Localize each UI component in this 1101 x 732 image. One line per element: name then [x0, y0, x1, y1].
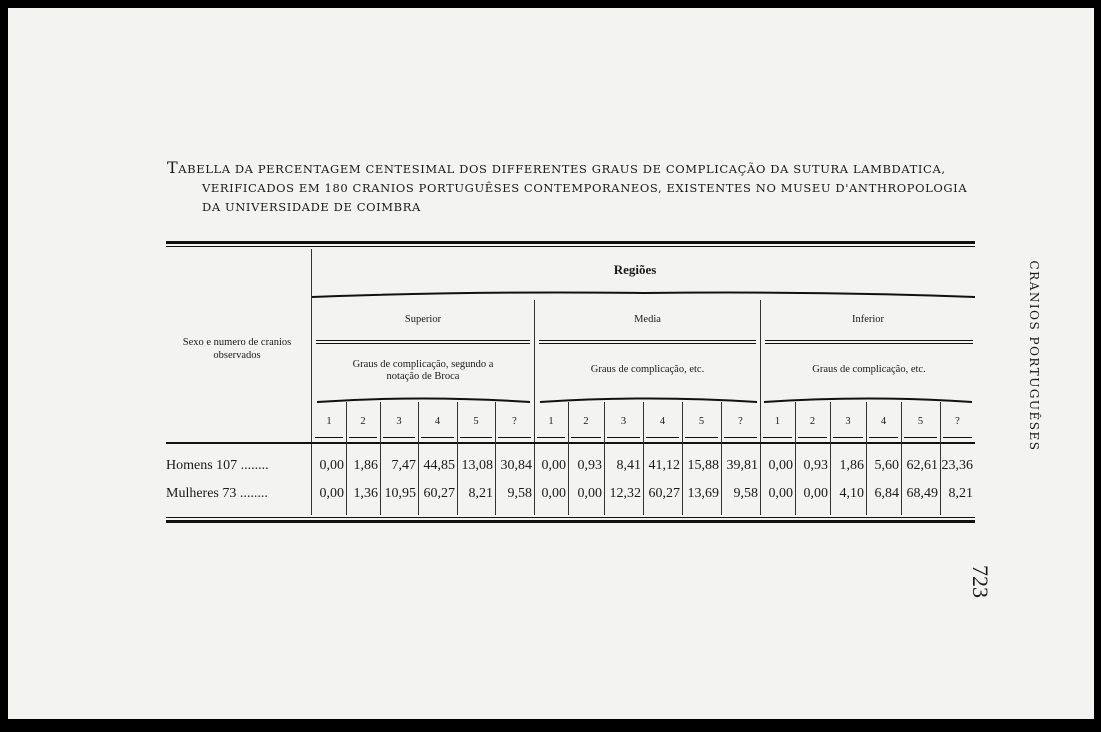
table-cell: 0,00: [768, 486, 793, 501]
title-line-3: DA UNIVERSIDADE DE COIMBRA: [202, 200, 421, 214]
grade-rule: [685, 437, 718, 438]
grade-label: 2: [583, 416, 589, 427]
table-cell: 1,86: [353, 458, 378, 473]
table-cell: 8,21: [948, 486, 973, 501]
table-cell: 8,41: [616, 458, 641, 473]
grade-label: 5: [473, 416, 479, 427]
table-cell: 0,00: [803, 486, 828, 501]
top-rule-thin: [166, 246, 975, 247]
table-cell: 0,93: [577, 458, 602, 473]
region-rule-a: [316, 340, 530, 341]
grade-label: 2: [360, 416, 366, 427]
table-cell: 30,84: [500, 458, 532, 473]
grade-rule: [833, 437, 863, 438]
row-label-mulheres: Mulheres 73 ........: [166, 486, 268, 501]
grade-label: 1: [326, 416, 332, 427]
grade-label: 4: [434, 416, 441, 427]
table-cell: 60,27: [423, 486, 455, 501]
grade-label: 5: [917, 416, 924, 427]
title-line-1: ABELLA DA PERCENTAGEM CENTESIMAL DOS DIFFERENTES GRAUS DE COMPLICAÇÃO DA SUTURA LAMBDATICA,: [178, 162, 946, 176]
table-cell: 13,69: [687, 486, 719, 501]
table-cell: 9,58: [507, 486, 532, 501]
table-cell: 41,12: [648, 458, 680, 473]
media-subheading: Graus de complicação, etc.: [590, 364, 705, 375]
table-cell: 8,21: [468, 486, 493, 501]
region-rule-f: [765, 343, 973, 344]
grade-label: 1: [548, 416, 554, 427]
grade-rule: [383, 437, 415, 438]
table-cell: 15,88: [687, 458, 719, 473]
table-cell: 39,81: [726, 458, 758, 473]
grade-label: ?: [738, 416, 743, 427]
bottom-rule-thin: [166, 517, 975, 518]
table-cell: 60,27: [648, 486, 680, 501]
grade-rule: [607, 437, 640, 438]
superior-subheading: Graus de complicação, segundo a notação de Broca: [352, 359, 494, 382]
table-cell: 1,86: [839, 458, 864, 473]
title-line-2: VERIFICADOS EM 180 CRANIOS PORTUGUÊSES CONTEMPORANEOS, EXISTENTES NO MUSEU D'ANTHROPOLOGIA: [202, 181, 968, 195]
header-bottom-rule: [166, 442, 975, 444]
table-cell: 23,36: [941, 458, 973, 473]
table-cell: 6,84: [874, 486, 899, 501]
running-head: [1027, 260, 1041, 452]
grade-label: 3: [620, 416, 627, 427]
region-divider-1: [534, 300, 535, 515]
title-initial: T: [167, 158, 179, 177]
table-cell: 44,85: [423, 458, 455, 473]
table-cell: 62,61: [906, 458, 938, 473]
table-cell: 10,95: [384, 486, 416, 501]
grade-rule: [763, 437, 792, 438]
region-inferior: Inferior: [851, 314, 885, 325]
table-cell: 13,08: [461, 458, 493, 473]
inferior-subheading: Graus de complicação, etc.: [812, 364, 926, 375]
region-divider-2: [760, 300, 761, 515]
grade-rule: [315, 437, 343, 438]
region-rule-c: [539, 340, 756, 341]
table-cell: 5,60: [874, 458, 899, 473]
grade-rule: [498, 437, 531, 438]
grade-label: 4: [659, 416, 666, 427]
grade-label: 4: [880, 416, 887, 427]
regions-heading: Regiões: [613, 262, 657, 277]
table-cell: 12,32: [609, 486, 641, 501]
row-label-homens: Homens 107 ........: [166, 458, 269, 473]
region-rule-d: [539, 343, 756, 344]
table-cell: 0,00: [319, 458, 344, 473]
table-title: [167, 158, 987, 217]
table-cell: 1,36: [353, 486, 378, 501]
grade-label: ?: [512, 416, 517, 427]
table-cell: 0,00: [577, 486, 602, 501]
grade-label: ?: [955, 416, 960, 427]
page-number: 723: [968, 565, 993, 598]
bottom-rule-thick: [166, 520, 975, 523]
grade-rule: [904, 437, 937, 438]
grade-label: 3: [396, 416, 402, 427]
table-cell: 4,10: [839, 486, 864, 501]
grade-rule: [943, 437, 972, 438]
table-cell: 7,47: [391, 458, 416, 473]
table-cell: 0,93: [803, 458, 828, 473]
grade-rule: [646, 437, 679, 438]
table-cell: 0,00: [541, 458, 566, 473]
table-cell: 0,00: [541, 486, 566, 501]
grade-label: 3: [845, 416, 851, 427]
grade-label: 2: [809, 416, 816, 427]
grade-rule: [798, 437, 827, 438]
table-cell: 9,58: [733, 486, 758, 501]
grade-label: 5: [698, 416, 705, 427]
running-head-text: CRANIOS PORTUGUÊSES: [1027, 260, 1041, 452]
region-rule-e: [765, 340, 973, 341]
regions-brace: [312, 289, 975, 301]
row-header: Sexo e numero de cranios observados: [182, 337, 292, 361]
grade-rule: [421, 437, 454, 438]
region-rule-b: [316, 343, 530, 344]
grade-rule: [869, 437, 898, 438]
table-cell: 0,00: [319, 486, 344, 501]
grade-rule: [571, 437, 601, 438]
table-cell: 0,00: [768, 458, 793, 473]
grade-label: 1: [774, 416, 781, 427]
region-superior: Superior: [404, 314, 442, 325]
table-cell: 68,49: [906, 486, 938, 501]
top-rule-thick: [166, 241, 975, 244]
grade-rule: [460, 437, 492, 438]
region-media: Media: [634, 314, 661, 325]
grade-rule: [724, 437, 757, 438]
grade-rule: [349, 437, 377, 438]
grade-rule: [537, 437, 565, 438]
